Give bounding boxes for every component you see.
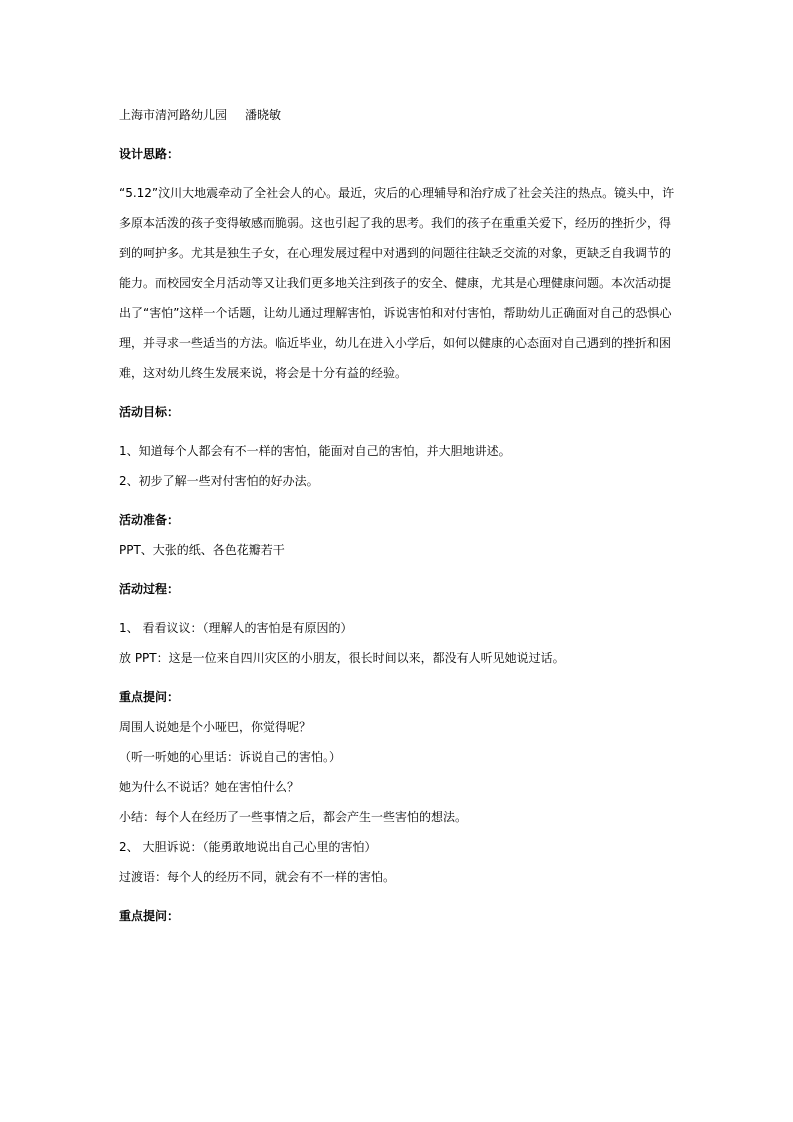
key-questions-heading: 重点提问： [119,690,180,704]
goal-item: 1、知道每个人都会有不一样的害怕，能面对自己的害怕，并大胆地讲述。 [119,444,511,458]
school-name: 上海市清河路幼儿园 [119,108,228,122]
design-line: “5.12”汶川大地震牵动了全社会人的心。最近，灾后的心理辅导和治疗成了社会关注的热点。镜头中，许 [119,186,675,200]
key-question-line: 周围人说她是个小哑巴，你觉得呢？ [119,720,312,734]
process-step-2: 2、 大胆诉说：（能勇敢地说出自己心里的害怕） [119,840,377,854]
design-paragraph [119,178,675,388]
process-step-1-text: 放 PPT：这是一位来自四川灾区的小朋友，很长时间以来，都没有人听见她说过话。 [119,651,565,665]
design-line: 难，这对幼儿终生发展来说，将会是十分有益的经验。 [119,366,408,380]
process-step-1: 1、 看看议议：（理解人的害怕是有原因的） [119,621,353,635]
key-question-line: 她为什么不说话？她在害怕什么？ [119,780,300,794]
author-name: 潘晓敏 [245,108,282,122]
author-line [119,100,675,130]
goal-item: 2、初步了解一些对付害怕的好办法。 [119,474,319,488]
design-line: 出了“害怕”这样一个话题，让幼儿通过理解害怕，诉说害怕和对付害怕，帮助幼儿正确面对自己的恐惧心 [119,306,672,320]
prep-heading: 活动准备： [119,513,180,527]
summary-line: 小结：每个人在经历了一些事情之后，都会产生一些害怕的想法。 [119,810,468,824]
transition-line: 过渡语：每个人的经历不同，就会有不一样的害怕。 [119,870,396,884]
design-heading: 设计思路： [119,147,180,161]
design-line: 到的呵护多。尤其是独生子女，在心理发展过程中对遇到的问题往往缺乏交流的对象，更缺乏自我调节的 [119,246,672,260]
design-line: 理，并寻求一些适当的方法。临近毕业，幼儿在进入小学后，如何以健康的心态面对自己遇到的挫折和困 [119,336,672,350]
document-body [119,100,675,931]
prep-text: PPT、大张的纸、各色花瓣若干 [119,543,285,557]
design-line: 多原本活泼的孩子变得敏感而脆弱。这也引起了我的思考。我们的孩子在重重关爱下，经历的挫折少，得 [119,216,672,230]
process-heading: 活动过程： [119,582,180,596]
design-line: 能力。而校园安全月活动等又让我们更多地关注到孩子的安全、健康，尤其是心理健康问题。本次活动提 [119,276,672,290]
key-question-line: （听一听她的心里话：诉说自己的害怕。） [119,750,342,764]
key-questions-heading-2: 重点提问： [119,909,180,923]
goals-heading: 活动目标： [119,405,180,419]
